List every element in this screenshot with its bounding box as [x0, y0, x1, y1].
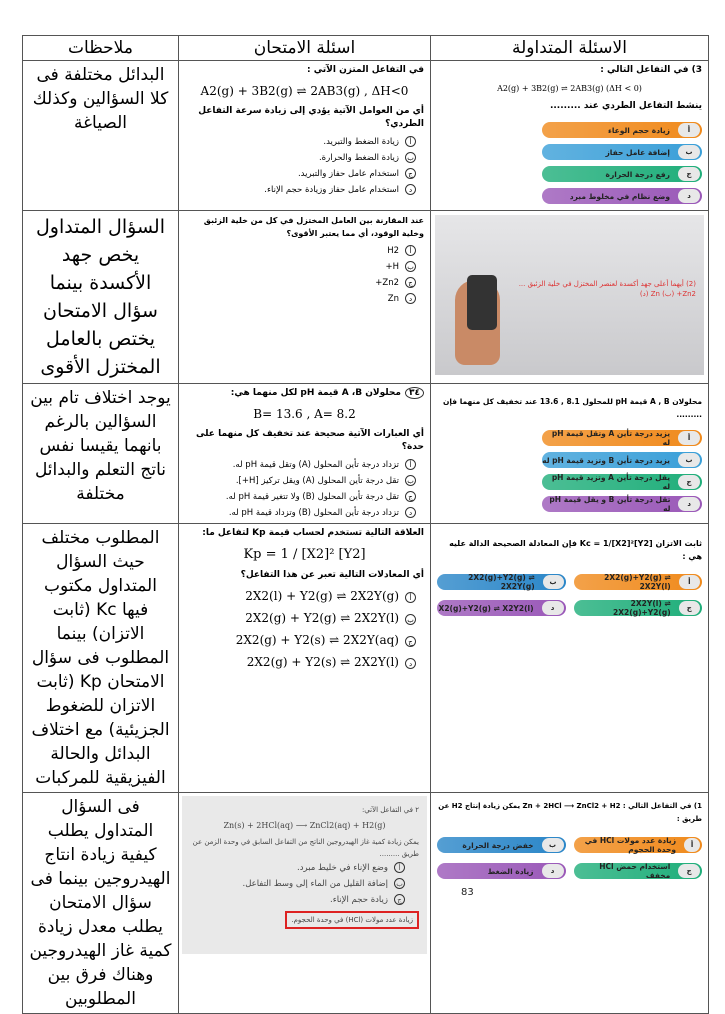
option-text: 2X2(l) + Y2(g) ⇌ 2X2Y(g) [245, 589, 399, 603]
answer-option [179, 607, 430, 629]
option-mark: د [405, 293, 416, 304]
header-exam: اسئلة الامتحان [179, 36, 431, 61]
option-text: وضع نظام في مخلوط مبرد [569, 191, 670, 201]
option-text: 2X2(g)+Y2(g) ⇌ 2X2Y(g) [468, 573, 535, 591]
option-mark: ج [678, 167, 700, 181]
option-text: Zn [387, 294, 399, 304]
option-text: 2X2Y(l) ⇌ 2X2(g)+Y2(g) [613, 599, 671, 617]
question-prompt: يمكن زيادة كمية غاز الهيدروجين الناتج من التفاعل السابق في وحدة الزمن عن طريق ......... [192, 838, 419, 858]
option-mark: ب [405, 475, 416, 486]
note-cell: فى السؤال المتداول يطلب كيفية زيادة انتاج الهيدروجين بينما فى سؤال الامتحان يطلب معدل زيادة كمية غاز الهيدروجين وهناك فرق بين المطلوبين [23, 793, 179, 1014]
option-text: زيادة عدد مولات HCl في وحدة الحجوم [584, 836, 677, 854]
option-text: 2X2(g) + Y2(g) ⇌ 2X2Y(l) [245, 611, 399, 625]
option-text: 2X2(g) + Y2(s) ⇌ 2X2Y(aq) [235, 633, 399, 647]
question-stem: 1) في التفاعل التالي : Zn + 2HCl ⟶ ZnCl2 + H2 يمكن زيادة إنتاج H2 عن طريق : [438, 802, 702, 823]
answer-option [574, 863, 703, 879]
answer-option [179, 489, 430, 505]
question-stem: عند المقارنة بين العامل المختزل في كل من خلية الزئبق وخلية الوقود، أي مما يعتبر الأقوى؟ [203, 216, 424, 238]
option-mark: أ [405, 136, 416, 147]
answer-option [179, 291, 430, 307]
option-mark: أ [684, 838, 700, 852]
header-row [23, 36, 709, 61]
table-row [23, 61, 709, 211]
note-cell: المطلوب مختلف حيث السؤال المتداول مكتوب فيها Kc (ثابت الاتزان) بينما المطلوب فى سؤال الامتحان Kp (ثابت الاتزان للضغوط الجزيئية) مع اختلاف البدائل والحالة الفيزيقية للمركبات [23, 524, 179, 793]
option-text: 2X2(g)+Y2(g) ⇌ 2X2Y(l) [604, 573, 671, 591]
option-text: H2 [387, 246, 399, 256]
option-mark: ج [405, 168, 416, 179]
question-prompt: أي المعادلات التالية تعبر عن هذا التفاعل؟ [240, 570, 424, 580]
equation: B= 13.6 , A= 8.2 [253, 407, 356, 421]
exam-question [179, 524, 431, 793]
answer-option [179, 150, 430, 166]
answer-option [179, 275, 430, 291]
option-mark: د [678, 189, 700, 203]
option-text: تزداد درجة تأين المحلول (B) وتزداد قيمة pH له. [228, 508, 399, 518]
option-mark: ج [678, 475, 700, 489]
circulated-question [431, 384, 709, 524]
answer-option [574, 600, 703, 616]
equation: A2(g) + 3B2(g) ⇌ 2AB3(g) (ΔH < 0) [497, 84, 642, 93]
header-notes: ملاحظات [23, 36, 179, 61]
question-stem: محلولان A ،B قيمة pH لكل منهما هي: [230, 388, 401, 398]
table-row [23, 211, 709, 384]
comparison-table [22, 35, 709, 1014]
photo-text: (2) أيهما أعلى جهد أكسدة لعنصر المختزل في خلية الزئبق ... Zn2+ (ب) Zn (د) [518, 280, 696, 298]
option-mark: ب [405, 261, 416, 272]
option-text: زيادة حجم الوعاء [607, 125, 670, 135]
option-mark: ب [542, 838, 564, 852]
answer-option [437, 837, 566, 853]
option-text: Zn2+ [375, 278, 399, 288]
answer-option [437, 600, 566, 616]
question-stem: العلاقة التالية تستخدم لحساب قيمة Kp لتفاعل ما: [202, 528, 424, 538]
answer-option [190, 876, 419, 892]
exam-question [179, 384, 431, 524]
question-stem: 3) في التفاعل التالي : [600, 65, 702, 75]
option-text: H+ [385, 262, 399, 272]
option-mark: ج [678, 864, 700, 878]
option-mark: ب [678, 453, 700, 467]
answer-option [190, 892, 419, 908]
answer-option [179, 243, 430, 259]
question-prompt: أي العبارات الآتية صحيحة عند تخفيف كل منهما على حدة؟ [196, 429, 424, 452]
note-cell: البدائل مختلفة فى كلا السؤالين وكذلك الصياغة [23, 61, 179, 211]
phone-image [467, 275, 497, 330]
photo-of-screen [435, 215, 704, 375]
option-mark: ج [405, 277, 416, 288]
option-text: تقل درجة تأين المحلول (B) ولا تتغير قيمة pH له. [225, 492, 399, 502]
question-stem: ثابت الاتزان Kc = 1/[X2]²[Y2] فإن المعادلة الصحيحة الدالة عليه هي : [449, 539, 702, 561]
exam-question [179, 61, 431, 211]
header-circulated: الاسئلة المتداولة [431, 36, 709, 61]
option-mark: أ [405, 592, 416, 603]
option-text: زيادة الضغط والتبريد. [323, 137, 399, 147]
answer-option [179, 505, 430, 521]
note-cell: السؤال المتداول يخص جهد الأكسدة بينما سؤال الامتحان يختص بالعامل المختزل الأقوى [23, 211, 179, 384]
option-text: خفض درجة الحرارة [462, 840, 534, 850]
answer-option [179, 629, 430, 651]
circulated-question [431, 61, 709, 211]
option-mark: ب [405, 152, 416, 163]
option-mark: أ [405, 459, 416, 470]
answer-option [542, 474, 702, 490]
table-row [23, 524, 709, 793]
answer-option [179, 166, 430, 182]
answer-option [542, 144, 702, 160]
answer-option [542, 166, 702, 182]
circulated-question [431, 524, 709, 793]
option-mark: أ [679, 575, 700, 589]
scanned-exam-page [182, 796, 427, 954]
answer-option [542, 496, 702, 512]
highlighted-answer: زيادة عدد مولات (HCl) في وحدة الحجوم. [285, 911, 419, 929]
option-text: تقل درجة تأين المحلول (A) ويقل تركيز [H+]. [235, 476, 399, 486]
option-mark: ج [405, 491, 416, 502]
option-text: 2X2(g) + Y2(s) ⇌ 2X2Y(l) [246, 655, 399, 669]
option-mark: د [405, 507, 416, 518]
equation: Zn(s) + 2HCl(aq) ⟶ ZnCl2(aq) + H2(g) [223, 821, 386, 830]
note-cell: يوجد اختلاف تام بين السؤالين بالرغم بانهما يقيسا نفس ناتج التعلم والبدائل مختلفة [23, 384, 179, 524]
option-text: تقل درجة تأين B و يقل قيمة pH له [549, 495, 671, 513]
option-text: إضافة القليل من الماء إلى وسط التفاعل. [242, 879, 388, 889]
answer-option [542, 188, 702, 204]
option-mark: ج [394, 894, 405, 905]
answer-option [179, 473, 430, 489]
option-mark: ب [543, 575, 564, 589]
option-text: استخدام عامل حفاز والتبريد. [297, 169, 399, 179]
option-mark: ج [405, 636, 416, 647]
equation: Kp = 1 / [X2]² [Y2] [243, 547, 366, 562]
option-mark: د [405, 184, 416, 195]
option-mark: ج [679, 601, 700, 615]
question-prompt: ينشط التفاعل الطردي عند ......... [549, 101, 702, 111]
option-text: رفع درجة الحرارة [605, 169, 670, 179]
answer-option [437, 863, 566, 879]
option-mark: د [405, 658, 416, 669]
option-text: إضافة عامل حفاز [605, 147, 670, 157]
option-mark: أ [678, 431, 700, 445]
table-row [23, 384, 709, 524]
answer-option [179, 585, 430, 607]
option-mark: ب [405, 614, 416, 625]
exam-question [179, 793, 431, 1014]
answer-option [179, 651, 430, 673]
question-prompt: أي من العوامل الآتية يؤدي إلى زيادة سرعة التفاعل الطردي؟ [198, 106, 424, 129]
answer-option [542, 430, 702, 446]
option-text: تزداد درجة تأين المحلول (A) وتقل قيمة pH له. [232, 460, 399, 470]
option-text: استخدام حمض HCl مخفف [599, 862, 671, 880]
answer-option [179, 134, 430, 150]
option-text: زيادة حجم الإناء. [330, 895, 388, 905]
option-text: X2(g)+Y2(g) ⇌ X2Y2(l) [438, 603, 534, 613]
answer-option [542, 452, 702, 468]
option-mark: أ [405, 245, 416, 256]
exam-question [179, 211, 431, 384]
option-mark: د [542, 864, 564, 878]
option-text: يقل درجة تأين A وتزيد قيمة pH له [551, 473, 671, 491]
answer-option [542, 122, 702, 138]
option-text: زيادة الضغط [487, 866, 534, 876]
option-text: يزيد درجة تأين A وتقل قيمة pH له [551, 429, 671, 447]
option-mark: د [678, 497, 700, 511]
question-stem: في التفاعل المتزن الآتي : [306, 65, 424, 75]
table-row [23, 793, 709, 1014]
option-text: زيادة الضغط والحرارة. [318, 153, 399, 163]
answer-option [179, 182, 430, 198]
option-mark: ب [678, 145, 700, 159]
equation: A2(g) + 3B2(g) ⇌ 2AB3(g) , ΔH<0 [200, 84, 409, 98]
option-mark: أ [678, 123, 700, 137]
answer-option [179, 259, 430, 275]
option-text: وضع الإناء في خليط مبرد. [297, 863, 388, 873]
answer-option [574, 837, 703, 853]
option-mark: ب [394, 878, 405, 889]
question-number: ٣٤ [405, 387, 424, 399]
page-number: 83 [461, 887, 474, 898]
question-stem: في التفاعل الآتي: [361, 806, 413, 814]
answer-option [179, 457, 430, 473]
question-stem: محلولان A , B قيمة pH للمحلول 8.1 , 13.6 عند تخفيف كل منهما فإن ......... [442, 397, 702, 419]
circulated-question [431, 211, 709, 384]
option-text: يزيد درجة تأين B وتزيد قيمة pH له [542, 455, 670, 465]
circulated-question [431, 793, 709, 1014]
answer-option [574, 574, 703, 590]
option-mark: أ [394, 862, 405, 873]
question-number: ٢ [415, 806, 419, 814]
answer-option [437, 574, 566, 590]
answer-option [190, 860, 419, 876]
option-text: استخدام عامل حفاز وزيادة حجم الإناء. [264, 185, 399, 195]
option-mark: د [542, 601, 564, 615]
